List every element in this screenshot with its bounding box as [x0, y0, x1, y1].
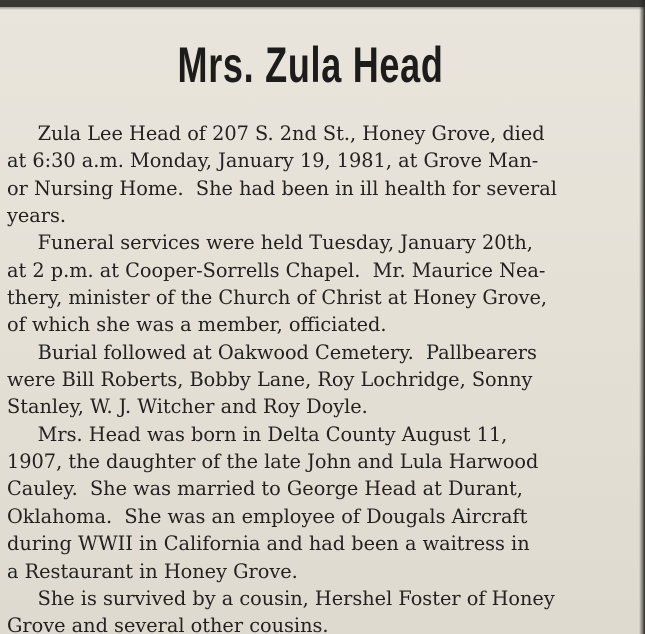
obituary-headline: Mrs. Zula Head: [177, 37, 444, 93]
text-line: Burial followed at Oakwood Cemetery. Pallbearers: [7, 340, 537, 364]
text-line: Oklahoma. She was an employee of Dougals Aircraft: [7, 504, 528, 528]
text-line: were Bill Roberts, Bobby Lane, Roy Lochridge, Sonny: [7, 368, 533, 392]
clipping-right-edge: [639, 0, 645, 634]
text-line: Funeral services were held Tuesday, January 20th,: [7, 231, 533, 255]
text-line: Stanley, W. J. Witcher and Roy Doyle.: [7, 395, 368, 419]
text-line: Mrs. Head was born in Delta County August 11,: [7, 422, 508, 446]
text-line: Grove and several other cousins.: [7, 614, 329, 634]
text-line: at 6:30 a.m. Monday, January 19, 1981, at Grove Man-: [7, 149, 539, 173]
clipping-top-edge: [0, 0, 645, 7]
obituary-body: [7, 120, 639, 634]
text-line: Cauley. She was married to George Head at Durant,: [7, 477, 523, 501]
text-line: 1907, the daughter of the late John and Lula Harwood: [7, 450, 539, 474]
text-line: or Nursing Home. She had been in ill health for several: [7, 176, 557, 200]
text-line: at 2 p.m. at Cooper-Sorrells Chapel. Mr. Maurice Nea-: [7, 258, 546, 282]
text-line: of which she was a member, officiated.: [7, 313, 387, 337]
text-line: thery, minister of the Church of Christ at Honey Grove,: [7, 286, 548, 310]
text-line: Zula Lee Head of 207 S. 2nd St., Honey Grove, died: [7, 122, 545, 145]
text-line: She is survived by a cousin, Hershel Foster of Honey: [7, 586, 555, 610]
text-line: years.: [7, 204, 67, 228]
text-line: a Restaurant in Honey Grove.: [7, 559, 298, 583]
text-line: during WWII in California and had been a waitress in: [7, 532, 530, 556]
